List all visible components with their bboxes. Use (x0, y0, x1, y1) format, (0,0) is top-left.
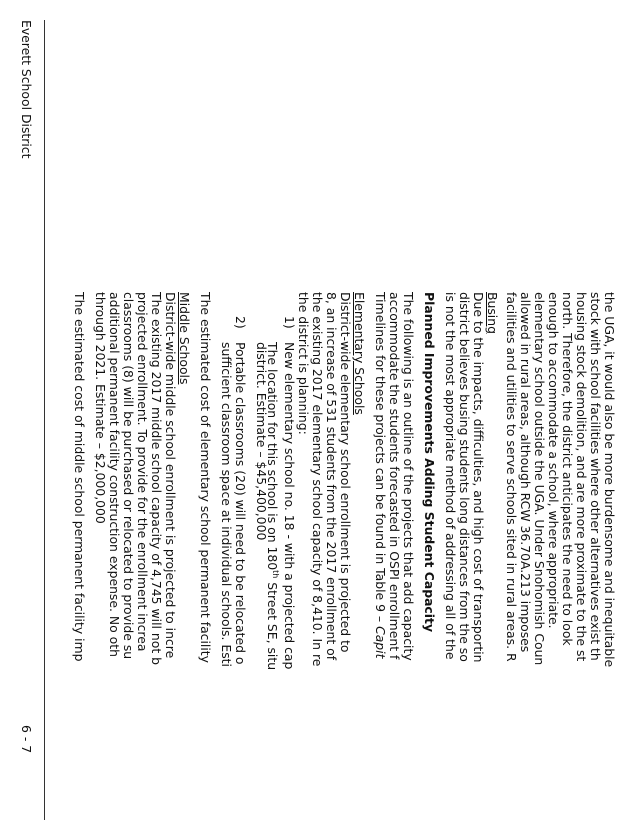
elementary-line-2: 8, an increase of 531 students from the 2017 enrollment of (324, 292, 339, 661)
item-1-line-2-sup: th (271, 570, 280, 579)
elementary-cost: The estimated cost of elementary school permanent facility (198, 292, 213, 663)
intro-line-3: housing stock demolition, and are more proximate to the st (574, 292, 589, 662)
planned-line-3 (373, 292, 387, 658)
item-1-line-2-pre: The location for this school is on 180 (264, 342, 280, 571)
intro-line-5: enough to accommodate a school, where appropriate. (546, 292, 561, 629)
elementary-line-4: the district is planning: (296, 292, 311, 435)
item-1-line-3: district. Estimate – $45,400,000 (254, 342, 269, 541)
footer-district: Everett School District (19, 20, 34, 159)
item-2-number: 2) (233, 316, 248, 329)
planned-line-2: accommodate the students forecasted in OSPI enrollment f (387, 292, 402, 660)
middle-line-5: additional permanent facility construction expense. No oth (107, 292, 122, 657)
planned-line-1: The following is an outline of the projects that add capacity (401, 292, 416, 661)
footer-divider (44, 20, 45, 820)
middle-line-2: The existing 2017 middle school capacity of 4,745 will not b (149, 292, 164, 665)
busing-line-2: district believes busing students long distances from the so (457, 292, 472, 662)
busing-line-3: is not the most appropriate method of addressing all of the (443, 292, 458, 660)
busing-line-1: Due to the impacts, difficulties, and high cost of transportin (471, 292, 486, 663)
footer-page-number: 6 - 7 (19, 725, 34, 754)
planned-line-3-italic: Capit (373, 626, 388, 659)
elementary-line-3: the existing 2017 elementary school capacity of 8,410. In re (310, 292, 325, 667)
intro-line-2: stock with school facilities where other alternatives exist th (588, 292, 603, 661)
elementary-heading: Elementary Schools (352, 292, 367, 415)
intro-line-8: facilities and utilities to serve schools sited in rural areas. R (504, 292, 519, 662)
middle-line-1: District-wide middle school enrollment is projected to incre (163, 292, 178, 659)
intro-line-4: north. Therefore, the district anticipates the need to look (560, 292, 575, 646)
planned-heading: Planned Improvements Adding Student Capacity (422, 292, 437, 633)
item-1-line-2-post: Street SE, situ (264, 578, 280, 671)
intro-line-6: elementary school outside the UGA. Under Snohomish Coun (532, 292, 547, 666)
middle-line-3: projected enrollment. To provide for the enrollment increa (135, 292, 150, 652)
intro-line-7: allowed in rural areas, although RCW 36.70A.213 imposes (518, 292, 533, 653)
elementary-line-1: District-wide elementary school enrollment is projected to (338, 292, 353, 653)
planned-line-3-text: Timelines for these projects can be found in Table 9 – (373, 292, 388, 627)
middle-cost: The estimated cost of middle school permanent facility imp (72, 292, 87, 662)
busing-heading: Busing (485, 292, 500, 334)
middle-line-4: classrooms (8) will be purchased or relocated to provide su (121, 292, 136, 660)
item-1-line-1: New elementary school no. 18 - with a projected cap (282, 342, 297, 670)
item-2-line-1: Portable classrooms (20) will need to be relocated o (233, 342, 248, 665)
item-1-number: 1) (282, 316, 297, 329)
middle-heading: Middle Schools (177, 292, 192, 385)
item-2-line-2: sufficient classroom space at individual schools. Esti (219, 342, 234, 667)
intro-line-1: the UGA, it would also be more burdensome and inequitable (602, 292, 617, 668)
middle-line-6: through 2021. Estimate – $2,000,000 (93, 292, 108, 524)
